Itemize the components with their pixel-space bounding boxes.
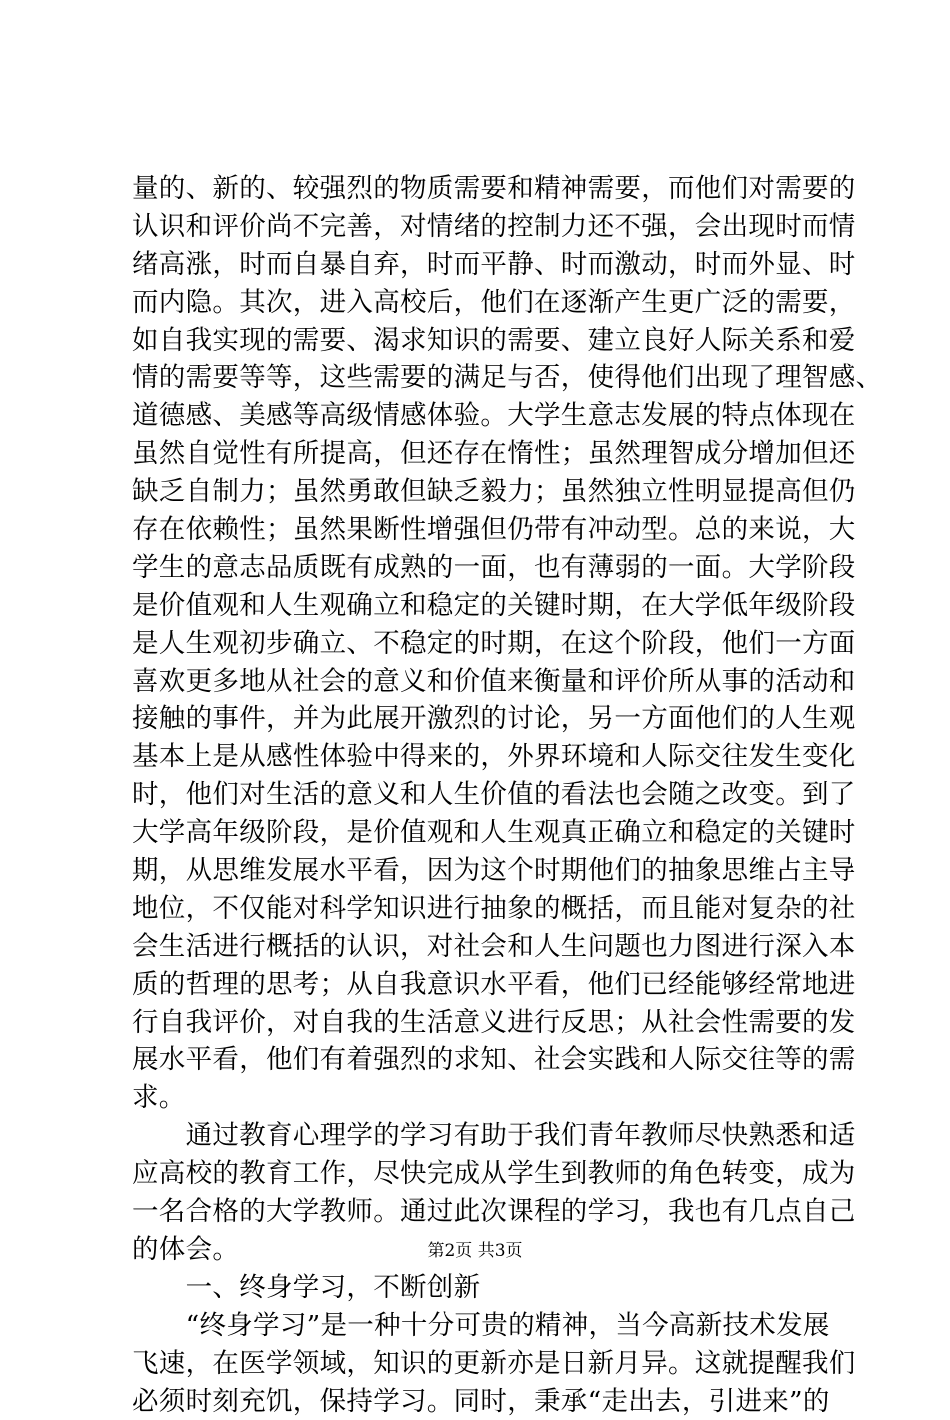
text-line: 是人生观初步确立、不稳定的时期，在这个阶段，他们一方面 bbox=[132, 625, 832, 663]
text-line: 学生的意志品质既有成熟的一面，也有薄弱的一面。大学阶段 bbox=[132, 549, 832, 587]
text-line: 必须时刻充饥，保持学习。同时，秉承“走出去，引进来”的 bbox=[132, 1383, 832, 1420]
text-line: 质的哲理的思考；从自我意识水平看，他们已经能够经常地进 bbox=[132, 966, 832, 1004]
text-line: 一名合格的大学教师。通过此次课程的学习，我也有几点自己 bbox=[132, 1193, 832, 1231]
page-number-footer: 第2页 共3页 bbox=[0, 1236, 950, 1261]
text-line: 量的、新的、较强烈的物质需要和精神需要，而他们对需要的 bbox=[132, 170, 832, 208]
text-line: 是价值观和人生观确立和稳定的关键时期，在大学低年级阶段 bbox=[132, 587, 832, 625]
text-line: 接触的事件，并为此展开激烈的讨论，另一方面他们的人生观 bbox=[132, 700, 832, 738]
text-line: 缺乏自制力；虽然勇敢但缺乏毅力；虽然独立性明显提高但仍 bbox=[132, 473, 832, 511]
text-line: 绪高涨，时而自暴自弃，时而平静、时而激动，时而外显、时 bbox=[132, 246, 832, 284]
text-line: 地位，不仅能对科学知识进行抽象的概括，而且能对复杂的社 bbox=[132, 890, 832, 928]
text-line: 会生活进行概括的认识，对社会和人生问题也力图进行深入本 bbox=[132, 928, 832, 966]
text-line: 虽然自觉性有所提高，但还存在惰性；虽然理智成分增加但还 bbox=[132, 435, 832, 473]
text-line: 时，他们对生活的意义和人生价值的看法也会随之改变。到了 bbox=[132, 776, 832, 814]
text-line: 认识和评价尚不完善，对情绪的控制力还不强，会出现时而情 bbox=[132, 208, 832, 246]
text-line: 应高校的教育工作，尽快完成从学生到教师的角色转变，成为 bbox=[132, 1155, 832, 1193]
text-line: 行自我评价，对自我的生活意义进行反思；从社会性需要的发 bbox=[132, 1004, 832, 1042]
text-line: 道德感、美感等高级情感体验。大学生意志发展的特点体现在 bbox=[132, 397, 832, 435]
text-line: 存在依赖性；虽然果断性增强但仍带有冲动型。总的来说，大 bbox=[132, 511, 832, 549]
text-line: 求。 bbox=[132, 1079, 832, 1117]
text-line: 通过教育心理学的学习有助于我们青年教师尽快熟悉和适 bbox=[132, 1117, 832, 1155]
text-line: 展水平看，他们有着强烈的求知、社会实践和人际交往等的需 bbox=[132, 1041, 832, 1079]
text-line: 期，从思维发展水平看，因为这个时期他们的抽象思维占主导 bbox=[132, 852, 832, 890]
text-line: 大学高年级阶段，是价值观和人生观真正确立和稳定的关键时 bbox=[132, 814, 832, 852]
text-line: “终身学习”是一种十分可贵的精神，当今高新技术发展 bbox=[132, 1307, 832, 1345]
text-line: 飞速，在医学领域，知识的更新亦是日新月异。这就提醒我们 bbox=[132, 1345, 832, 1383]
text-line: 喜欢更多地从社会的意义和价值来衡量和评价所从事的活动和 bbox=[132, 663, 832, 701]
text-line: 基本上是从感性体验中得来的，外界环境和人际交往发生变化 bbox=[132, 738, 832, 776]
text-line: 的体会。 bbox=[132, 1231, 832, 1269]
body-text bbox=[132, 170, 832, 1420]
text-line: 情的需要等等，这些需要的满足与否，使得他们出现了理智感、 bbox=[132, 359, 832, 397]
text-line: 如自我实现的需要、渴求知识的需要、建立良好人际关系和爱 bbox=[132, 322, 832, 360]
text-line: 而内隐。其次，进入高校后，他们在逐渐产生更广泛的需要， bbox=[132, 284, 832, 322]
section-heading: 一、终身学习，不断创新 bbox=[132, 1269, 832, 1307]
